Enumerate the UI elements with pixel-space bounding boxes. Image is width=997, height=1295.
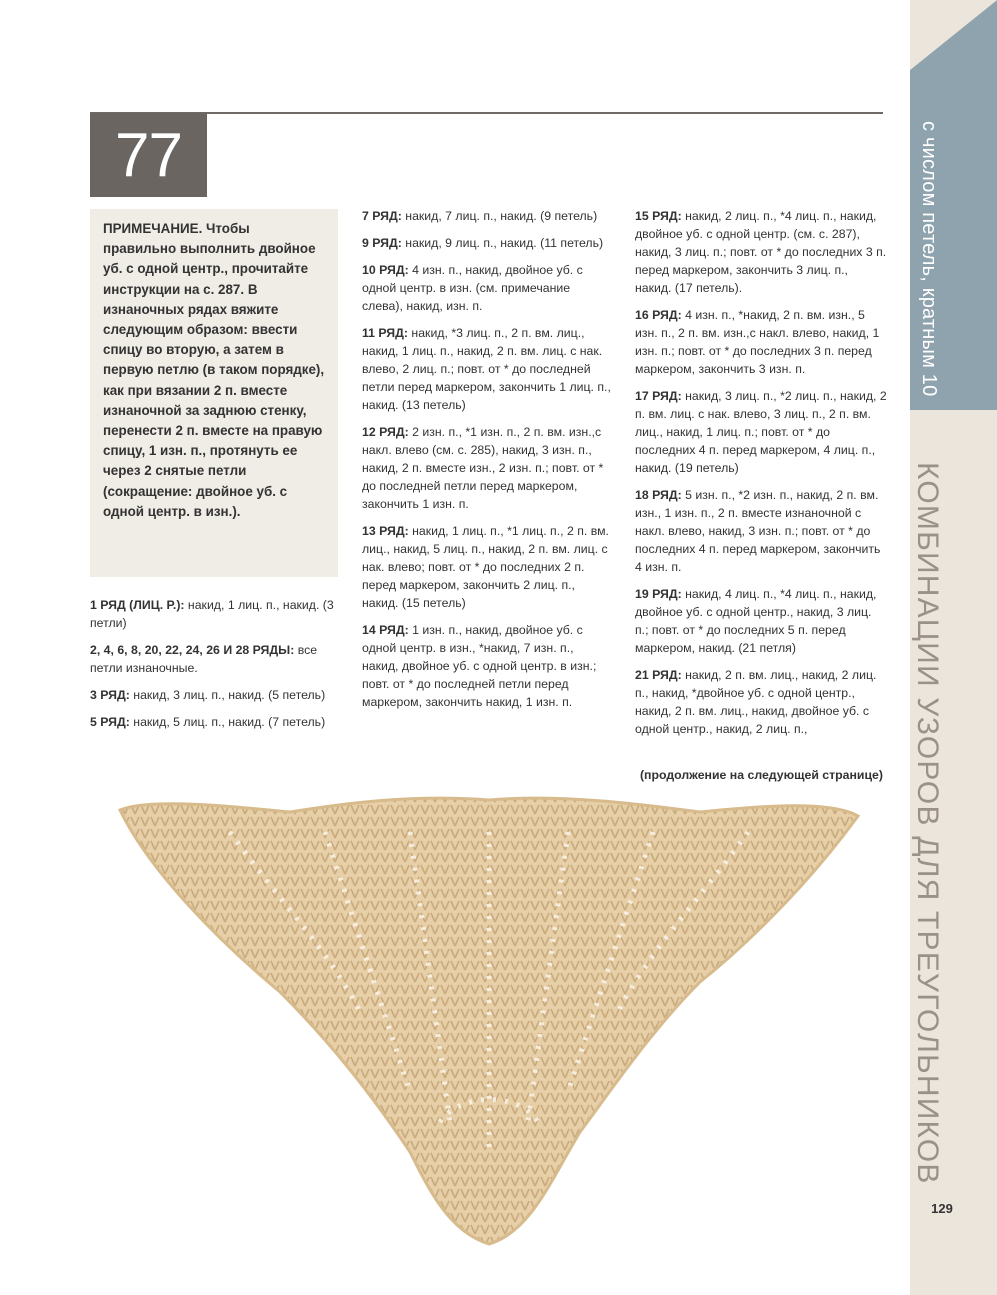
row-text: накид, 7 лиц. п., накид. (9 петель) xyxy=(401,209,598,223)
row-instruction xyxy=(362,207,612,225)
row-label: 9 РЯД: xyxy=(362,236,402,250)
row-instruction xyxy=(635,207,887,297)
row-instruction xyxy=(90,686,352,704)
row-text: 2 изн. п., *1 изн. п., 2 п. вм. изн.,с накл. влево (см. с. 285), накид, 3 изн. п., накид, 2 п. вместе изн., 2 изн. п.; повт. от * до последней петли перед маркером, закончить 1 изн. п. xyxy=(362,425,604,511)
row-text: 1 изн. п., накид, двойное уб. с одной центр. в изн., *накид, 7 изн. п., накид, двойное уб. с одной центр. в изн.; повт. от * до последней петли перед маркером, закончить накид, 1 изн. п. xyxy=(362,623,597,709)
row-label: 14 РЯД: xyxy=(362,623,409,637)
row-label: 18 РЯД: xyxy=(635,488,682,502)
row-label: 19 РЯД: xyxy=(635,587,682,601)
row-instruction xyxy=(362,234,612,252)
row-text: накид, 3 лиц. п., *2 лиц. п., накид, 2 п. вм. лиц. с нак. влево, 3 лиц. п., 2 п. вм. лиц., накид, 1 лиц. п.; повт. от * до последних 4 п. перед маркером, 4 лиц. п., накид. (19 петель) xyxy=(635,389,887,475)
row-text: накид, *3 лиц. п., 2 п. вм. лиц., накид, 1 лиц. п., накид, 2 п. вм. лиц. с нак. влево, 2 лиц. п.; повт. от * до последней петли перед маркером, закончить 1 лиц. п., накид. (13 петель) xyxy=(362,326,611,412)
row-instruction xyxy=(635,306,887,378)
row-label: 13 РЯД: xyxy=(362,524,409,538)
row-text: накид, 2 п. вм. лиц., накид, 2 лиц. п., накид, *двойное уб. с одной центр., накид, 2 п. вм. лиц., накид, двойное уб. с одной центр., накид, 2 лиц. п., xyxy=(635,668,877,736)
rows-column-3 xyxy=(635,207,887,747)
rows-column-1 xyxy=(90,596,352,740)
row-label: 15 РЯД: xyxy=(635,209,682,223)
row-text: накид, 1 лиц. п., накид. (3 петли) xyxy=(90,598,334,630)
row-instruction xyxy=(362,324,612,414)
row-instruction xyxy=(635,387,887,477)
row-text: накид, 3 лиц. п., накид. (5 петель) xyxy=(129,688,326,702)
row-text: 4 изн. п., *накид, 2 п. вм. изн., 5 изн. п., 2 п. вм. изн.,с накл. влево, накид, 1 изн. п.; повт. от * до последних 3 п. перед маркером, закончить 3 изн. п. xyxy=(635,308,880,376)
row-text: накид, 4 лиц. п., *4 лиц. п., накид, двойное уб. с одной центр., накид, 3 лиц. п.; повт. от * до последних 5 п. перед маркером, накид. (21 петля) xyxy=(635,587,877,655)
side-title: КОМБИНАЦИИ УЗОРОВ ДЛЯ ТРЕУГОЛЬНИКОВ xyxy=(911,462,944,1185)
row-label: 3 РЯД: xyxy=(90,688,130,702)
row-label: 7 РЯД: xyxy=(362,209,402,223)
row-instruction xyxy=(90,596,352,632)
row-label: 1 РЯД (ЛИЦ. Р.): xyxy=(90,598,185,612)
row-text: накид, 9 лиц. п., накид. (11 петель) xyxy=(401,236,604,250)
row-label: 11 РЯД: xyxy=(362,326,409,340)
row-instruction xyxy=(362,621,612,711)
row-instruction xyxy=(362,522,612,612)
header-rule xyxy=(90,112,883,114)
row-text: 5 изн. п., *2 изн. п., накид, 2 п. вм. изн., 1 изн. п., 2 п. вместе изнаночной с накл. влево, накид, 3 изн. п.; повт. от * до последних 4 п. перед маркером, закончить 4 изн. п. xyxy=(635,488,881,574)
row-instruction xyxy=(90,641,352,677)
rows-column-2 xyxy=(362,207,612,720)
row-instruction xyxy=(635,486,887,576)
row-instruction xyxy=(90,713,352,731)
continuation-note: (продолжение на следующей странице) xyxy=(639,768,883,782)
side-subtitle: с числом петель, кратным 10 xyxy=(918,121,940,397)
row-label: 21 РЯД: xyxy=(635,668,682,682)
pattern-number: 77 xyxy=(90,113,207,197)
row-label: 5 РЯД: xyxy=(90,715,130,729)
row-text: накид, 5 лиц. п., накид. (7 петель) xyxy=(129,715,326,729)
row-text: 4 изн. п., накид, двойное уб. с одной центр. в изн. (см. примечание слева), накид, изн. п. xyxy=(362,263,583,313)
row-instruction xyxy=(635,666,887,738)
row-text: накид, 1 лиц. п., *1 лиц. п., 2 п. вм. лиц., накид, 5 лиц. п., накид, 2 п. вм. лиц. с нак. влево; повт. от * до последних 2 п. перед маркером, закончить 2 лиц. п., накид. (15 петель) xyxy=(362,524,609,610)
row-instruction xyxy=(362,423,612,513)
row-label: 16 РЯД: xyxy=(635,308,682,322)
row-label: 17 РЯД: xyxy=(635,389,682,403)
note-text: ПРИМЕЧАНИЕ. Чтобы правильно выполнить двойное уб. с одной центр., прочитайте инструкции на с. 287. В изнаночных рядах вяжите следующим образом: ввести спицу во вторую, а затем в первую петлю (в таком порядке), как при вязании 2 п. вместе изнаночной за заднюю стенку, перенести 2 п. вместе на правую спицу, 1 изн. п., протянуть ее через 2 снятые петли (сокращение: двойное уб. с одной центр. в изн.). xyxy=(103,221,325,519)
row-label: 2, 4, 6, 8, 20, 22, 24, 26 И 28 РЯДЫ: xyxy=(90,643,295,657)
page-number: 129 xyxy=(931,1201,953,1216)
row-text: все петли изнаночные. xyxy=(90,643,318,675)
row-text: накид, 2 лиц. п., *4 лиц. п., накид, двойное уб. с одной центр. (см. с. 287), накид, 3 лиц. п.; повт. от * до последних 3 п. перед маркером, закончить 3 лиц. п., накид. (17 петель). xyxy=(635,209,887,295)
row-label: 12 РЯД: xyxy=(362,425,409,439)
row-instruction xyxy=(635,585,887,657)
row-instruction xyxy=(362,261,612,315)
knitted-swatch-image xyxy=(110,792,868,1252)
row-label: 10 РЯД: xyxy=(362,263,409,277)
